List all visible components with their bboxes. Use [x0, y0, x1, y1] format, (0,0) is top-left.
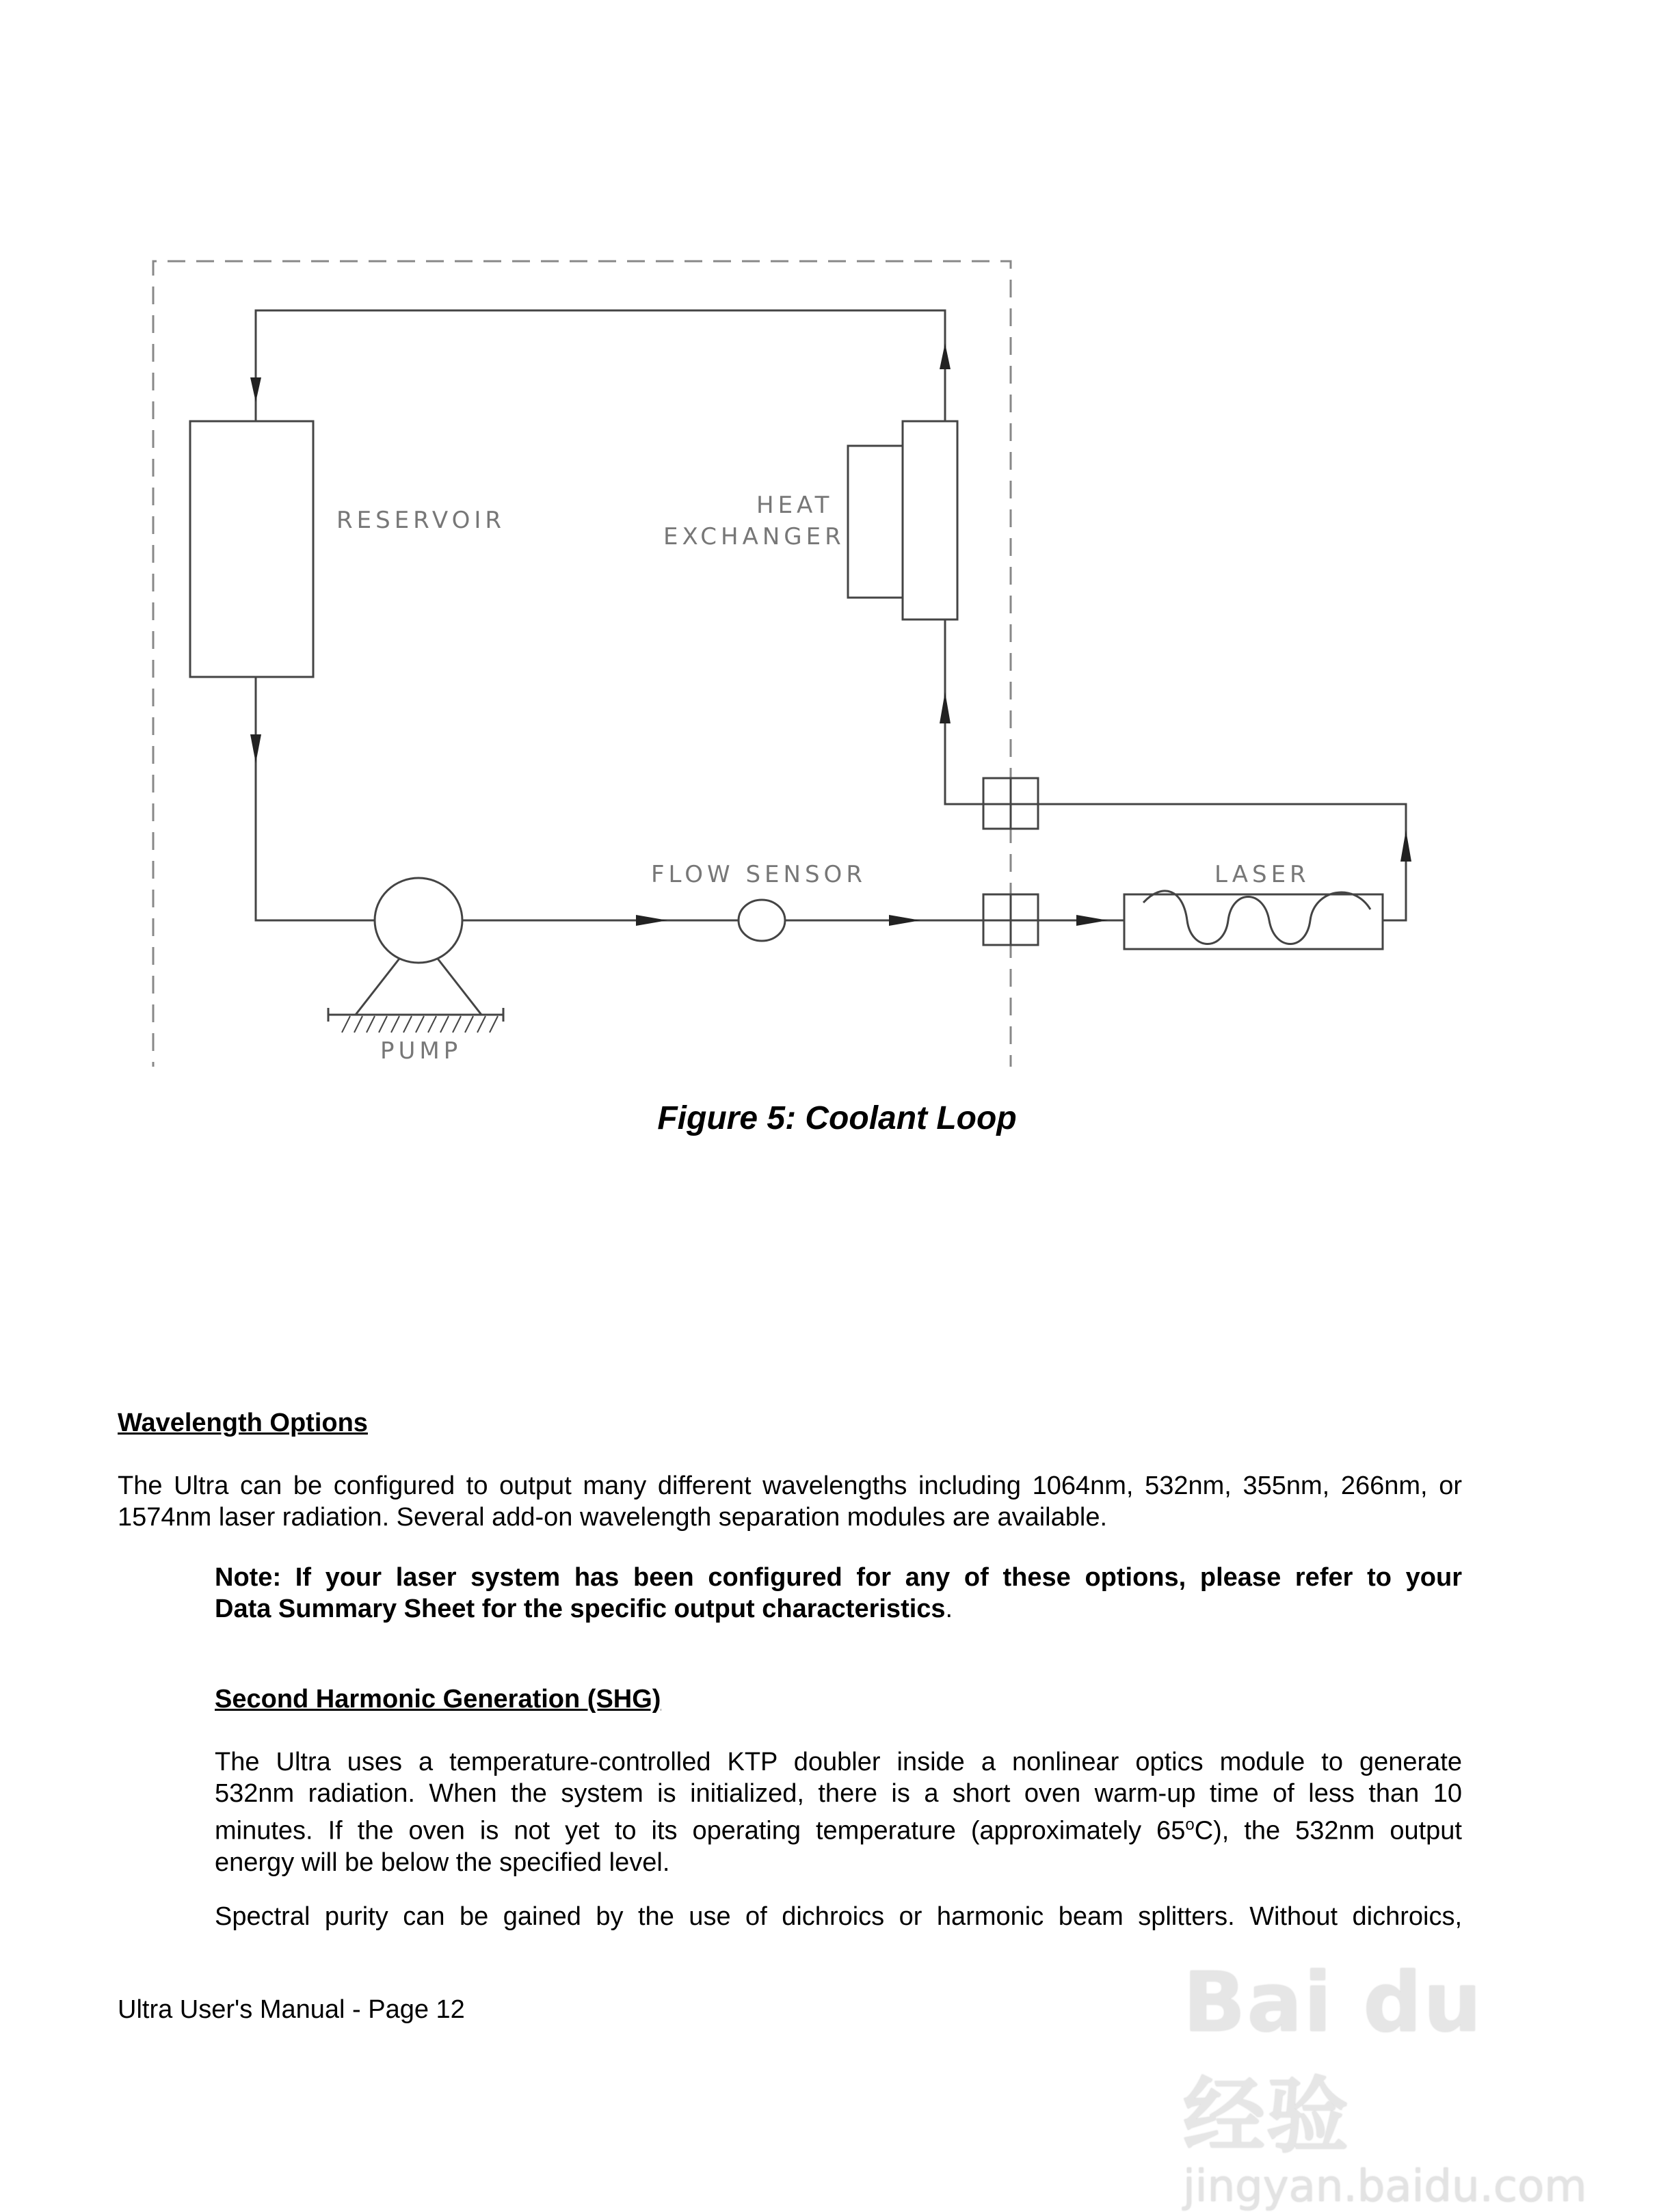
wavelength-note [215, 1562, 1462, 1625]
wavelength-intro [118, 1470, 1462, 1533]
degree-sup: o [1185, 1815, 1195, 1834]
label-laser: LASER [1214, 861, 1310, 888]
arrow-right-to-laser [1076, 915, 1108, 926]
baidu-watermark [1183, 1956, 1587, 2212]
page-footer: Ultra User's Manual - Page 12 [118, 1995, 465, 2024]
label-reservoir: RESERVOIR [336, 507, 506, 534]
pump-body [375, 878, 462, 963]
arrow-right-after-sensor [889, 915, 920, 926]
coolant-loop-diagram [0, 0, 1674, 1067]
shg-line3 [215, 1809, 1462, 1847]
watermark-brand: Bai du 经验 [1183, 1956, 1483, 2164]
wavelength-intro-line2: 1574nm laser radiation. Several add-on wavelength separation modules are available. [118, 1503, 1108, 1532]
enclosure-boundary [153, 261, 1011, 1067]
heat-exchanger-core [903, 421, 957, 619]
wavelength-intro-line1: The Ultra can be configured to output many different wavelengths including 1064nm, 532nm, 355nm, 266nm, or [118, 1471, 1462, 1500]
flow-sensor [739, 900, 785, 941]
shg-paragraph [215, 1746, 1462, 1878]
watermark-url: jingyan.baidu.com [1183, 2161, 1587, 2212]
note-line1: Note: If your laser system has been configured for any of these options, please refer to your [215, 1563, 1462, 1592]
section-heading-shg: Second Harmonic Generation (SHG) [215, 1685, 661, 1714]
laser-coil [1143, 891, 1370, 944]
label-heat: HEAT [756, 492, 834, 519]
arrow-right-to-sensor [636, 915, 667, 926]
laser-return-line [945, 619, 1406, 920]
shg-line1: The Ultra uses a temperature-controlled KTP doubler inside a nonlinear optics module to generate [215, 1748, 1462, 1776]
note-period: . [945, 1595, 953, 1623]
section-heading-wavelength: Wavelength Options [118, 1409, 368, 1437]
arrow-up-to-exchanger [940, 692, 951, 723]
label-exchanger: EXCHANGER [663, 523, 845, 550]
shg-line5: Spectral purity can be gained by the use of dichroics or harmonic beam splitters. Without dichroics, [215, 1902, 1462, 1931]
arrow-down-reservoir-in [250, 377, 261, 402]
flow-arrows [250, 343, 1411, 926]
pump-stand [356, 959, 481, 1015]
heat-exchanger-fins [848, 446, 903, 598]
note-line2: Data Summary Sheet for the specific output characteristics [215, 1595, 946, 1623]
label-pump: PUMP [380, 1037, 462, 1065]
shg-line3-a: minutes. If the oven is not yet to its operating temperature (approximately 65 [215, 1816, 1186, 1845]
laser-head [1124, 894, 1383, 949]
shg-line4: energy will be below the specified level. [215, 1848, 670, 1877]
shg-line3-b: C), the 532nm output [1194, 1816, 1462, 1845]
pump-ground-hatch [342, 1016, 498, 1032]
reservoir-to-pump-line [256, 677, 375, 920]
label-flow-sensor: FLOW SENSOR [651, 861, 866, 888]
arrow-down-reservoir-out [250, 734, 261, 763]
return-line [256, 310, 945, 421]
figure-caption: Figure 5: Coolant Loop [657, 1100, 1017, 1136]
spectral-paragraph [215, 1901, 1462, 1932]
shg-line2: 532nm radiation. When the system is initialized, there is a short oven warm-up time of less than 10 [215, 1779, 1462, 1808]
reservoir-tank [190, 421, 313, 677]
arrow-up-laser-return [1400, 830, 1411, 862]
arrow-up-from-exchanger [940, 343, 951, 369]
